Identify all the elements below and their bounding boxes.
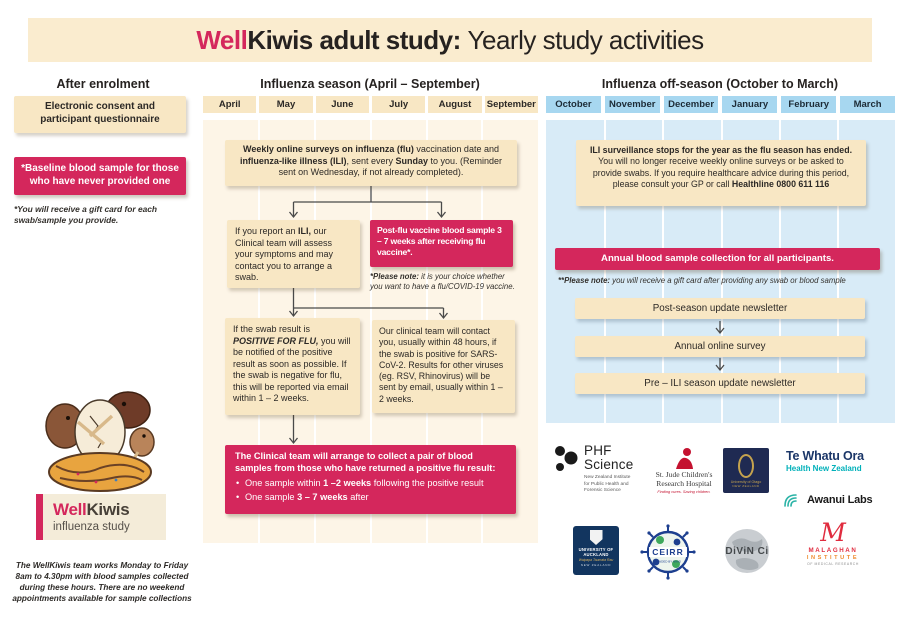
auckland-shield-icon <box>590 530 603 545</box>
weekly-surveys-box: Weekly online surveys on influenza (flu) vaccination date and influenza-like illness (ILI), sent every Sunday to you. (Reminder sent on Wednesday, if not already completed). <box>225 140 517 186</box>
month-label: January <box>722 96 777 113</box>
malaghan-logo <box>804 518 862 566</box>
auckland-line3: NEW ZEALAND <box>580 563 612 567</box>
wellkiwis-logo-kiwis: Kiwis <box>86 500 130 519</box>
month-label: September <box>485 96 538 113</box>
te-whatu-ora-line1: Te Whatu Ora <box>786 449 864 463</box>
month-label: May <box>259 96 312 113</box>
phf-subtext <box>584 475 633 494</box>
malaghan-m-icon: M <box>820 518 846 547</box>
auckland-line1: UNIVERSITY OF AUCKLAND <box>578 547 614 557</box>
month-label: October <box>546 96 601 113</box>
flu-season-month-row <box>203 96 538 113</box>
month-label: April <box>203 96 256 113</box>
month-label: March <box>840 96 895 113</box>
month-label: August <box>428 96 481 113</box>
team-hours-note: The WellKiwis team works Monday to Friday 8am to 4.30pm with blood samples collected during these hours. There are no weekend appointments available for sample collections <box>12 561 192 604</box>
phf-sub1: New Zealand Institute <box>584 475 631 481</box>
gift-card-note-2: **Please note: you will receive a gift card after providing any swab or blood sample <box>558 276 846 285</box>
svg-text:FUNDED BY NIAID: FUNDED BY NIAID <box>654 559 682 564</box>
month-label: November <box>605 96 660 113</box>
ili-report-box: If you report an ILI, our Clinical team will assess your symptoms and may contact you to arrange a swab. <box>227 220 360 288</box>
te-whatu-ora-line2: Health New Zealand <box>786 464 862 473</box>
post-flu-vaccine-box: Post-flu vaccine blood sample 3 – 7 weeks after receiving flu vaccine*. <box>370 220 513 267</box>
st-jude-child-icon <box>673 447 695 471</box>
awanui-label: Awanui Labs <box>807 493 873 506</box>
blood-collection-header: The Clinical team will arrange to collect a pair of blood samples from those who have returned a positive flu result: <box>235 451 496 473</box>
ceirr-logo <box>640 524 696 585</box>
divinci-label: DiViN Ci <box>725 545 769 557</box>
phf-sub3: Forensic Science <box>584 488 621 493</box>
swab-result-box: If the swab result is POSITIVE FOR FLU, you will be notified of the positive result as soon as possible. If the swab is negative for flu, this will be reported via email within 1 – 2 weeks. <box>225 318 360 415</box>
malaghan-line2: INSTITUTE <box>806 554 860 561</box>
te-whatu-ora-logo <box>786 449 864 473</box>
malaghan-line3: OF MEDICAL RESEARCH <box>807 561 859 566</box>
baseline-blood-box: *Baseline blood sample for those who have never provided one <box>14 157 186 195</box>
malaghan-line1: MALAGHAN <box>808 546 858 554</box>
auckland-line2: Waipapa Taumata Rau <box>578 558 614 562</box>
phf-sub2: for Public Health and <box>584 481 629 487</box>
month-label: July <box>372 96 425 113</box>
otago-line1: University of Otago <box>730 479 762 484</box>
month-label: December <box>664 96 719 113</box>
st-jude-logo <box>648 447 720 494</box>
annual-blood-box: Annual blood sample collection for all participants. <box>555 248 880 270</box>
off-season-month-row <box>546 96 895 113</box>
month-label: June <box>316 96 369 113</box>
st-jude-line2: Research Hospital <box>656 478 712 488</box>
consent-box: Electronic consent and participant questionnaire <box>14 96 186 133</box>
st-jude-line1: St. Jude Children's <box>655 470 713 479</box>
blood-collection-bullet: • One sample within 1 –2 weeks following the positive result <box>235 478 506 490</box>
pre-ili-newsletter-box: Pre – ILI season update newsletter <box>575 373 865 394</box>
otago-o-icon <box>738 454 754 478</box>
otago-logo <box>723 448 769 493</box>
title-banner <box>28 18 872 62</box>
st-jude-tagline: Finding cures. Saving children. <box>657 489 711 495</box>
surveillance-stops-box: ILI surveillance stops for the year as the flu season has ended. You will no longer receive weekly online surveys or be asked to provide swabs. If you require healthcare advice during this period, please consult your GP or call Healthline 0800 611 116 <box>576 140 866 206</box>
phf-dots-icon <box>553 444 579 474</box>
wellkiwis-logo-well: Well <box>53 500 87 519</box>
awanui-labs-logo <box>783 491 872 508</box>
blood-collection-bullet: • One sample 3 – 7 weeks after <box>235 492 506 504</box>
gift-card-note: *You will receive a gift card for each swab/sample you provide. <box>14 204 158 225</box>
wellkiwis-logo-name <box>53 500 166 520</box>
svg-text:CEIRR: CEIRR <box>652 547 684 557</box>
phf-line2: Science <box>584 457 634 473</box>
auckland-logo <box>573 526 619 575</box>
ceirr-virus-icon <box>640 524 696 580</box>
phf-text <box>584 444 633 494</box>
kiwi-illustration <box>38 386 162 492</box>
awanui-shell-icon <box>783 491 803 508</box>
annual-survey-box: Annual online survey <box>575 336 865 357</box>
phf-science-logo <box>553 444 633 494</box>
off-season-header: Influenza off-season (October to March) <box>601 77 839 91</box>
vaccine-choice-note: *Please note: it is your choice whether you want to have a flu/COVID-19 vaccine. <box>370 272 515 292</box>
page-title: WellKiwis adult study: Yearly study activities <box>196 24 704 55</box>
otago-line2: NEW ZEALAND <box>732 483 760 488</box>
divinci-logo <box>716 527 778 575</box>
phf-line1: PHF <box>584 443 612 458</box>
blood-collection-box <box>225 445 516 514</box>
wellkiwis-logo-subtitle: influenza study <box>53 521 130 533</box>
clinical-contact-box: Our clinical team will contact you, usually within 48 hours, if the swab is positive for SARS-CoV-2. Results for other viruses (eg. RSV, Rhinovirus) will be sent by email, usually within 1 – 2 weeks. <box>372 320 515 413</box>
post-season-newsletter-box: Post-season update newsletter <box>575 298 865 319</box>
month-label: February <box>781 96 836 113</box>
wellkiwis-logo <box>36 494 166 540</box>
after-enrolment-header: After enrolment <box>56 77 150 91</box>
flu-season-header: Influenza season (April – September) <box>260 77 480 91</box>
